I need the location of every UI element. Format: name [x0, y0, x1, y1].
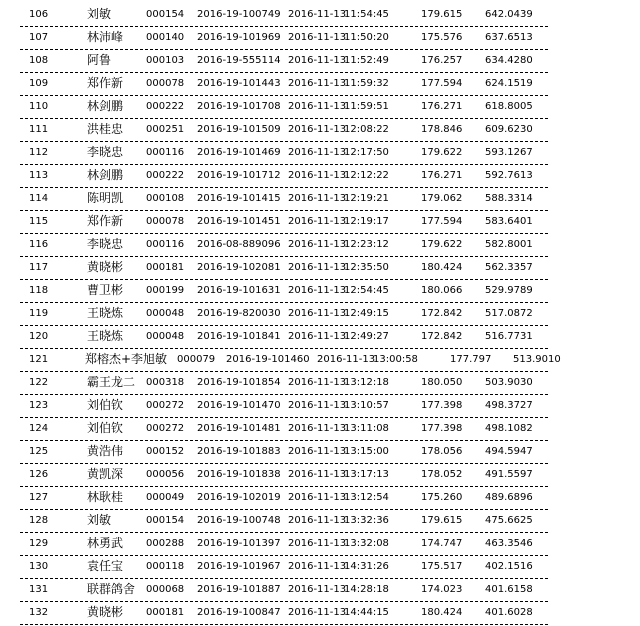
arrival-date-cell: 2016-11-13 — [288, 469, 347, 480]
distance-cell: 179.062 — [421, 193, 463, 204]
name-cell: 王晓炼 — [87, 329, 124, 343]
distance-cell: 179.615 — [421, 515, 463, 526]
arrival-time-cell: 12:19:17 — [344, 216, 389, 227]
ring-number-cell: 2016-19-555114 — [197, 55, 281, 66]
arrival-time-cell: 12:17:50 — [344, 147, 389, 158]
rank-cell: 130 — [29, 561, 49, 572]
arrival-time-cell: 12:08:22 — [344, 124, 389, 135]
arrival-date-cell: 2016-11-13 — [288, 515, 347, 526]
arrival-time-cell: 13:15:00 — [344, 446, 389, 457]
distance-cell: 179.622 — [421, 239, 463, 250]
rank-cell: 115 — [29, 216, 49, 227]
speed-cell: 498.3727 — [485, 400, 533, 411]
table-row — [0, 234, 640, 257]
name-cell: 黄浩伟 — [87, 444, 124, 458]
arrival-date-cell: 2016-11-13 — [288, 32, 347, 43]
member-id-cell: 000048 — [146, 308, 185, 319]
table-row — [0, 257, 640, 280]
table-row — [0, 326, 640, 349]
rank-cell: 120 — [29, 331, 49, 342]
ring-number-cell: 2016-19-101481 — [197, 423, 281, 434]
table-row — [0, 73, 640, 96]
arrival-date-cell: 2016-11-13 — [288, 538, 347, 549]
name-cell: 郑作新 — [87, 76, 124, 90]
arrival-date-cell: 2016-11-13 — [288, 308, 347, 319]
arrival-date-cell: 2016-11-13 — [288, 584, 347, 595]
member-id-cell: 000199 — [146, 285, 185, 296]
name-cell: 郑作新 — [87, 214, 124, 228]
distance-cell: 178.056 — [421, 446, 463, 457]
arrival-time-cell: 12:23:12 — [344, 239, 389, 250]
rank-cell: 121 — [29, 354, 49, 365]
table-row — [0, 96, 640, 119]
name-cell: 刘敏 — [87, 513, 112, 527]
arrival-time-cell: 14:28:18 — [344, 584, 389, 595]
ring-number-cell: 2016-19-101509 — [197, 124, 281, 135]
arrival-time-cell: 13:32:08 — [344, 538, 389, 549]
arrival-time-cell: 13:17:13 — [344, 469, 389, 480]
arrival-time-cell: 13:32:36 — [344, 515, 389, 526]
speed-cell: 609.6230 — [485, 124, 533, 135]
arrival-date-cell: 2016-11-13 — [288, 561, 347, 572]
arrival-date-cell: 2016-11-13 — [288, 216, 347, 227]
arrival-date-cell: 2016-11-13 — [288, 55, 347, 66]
rank-cell: 118 — [29, 285, 49, 296]
table-row — [0, 533, 640, 556]
distance-cell: 175.517 — [421, 561, 463, 572]
table-row — [0, 556, 640, 579]
distance-cell: 179.615 — [421, 9, 463, 20]
member-id-cell: 000288 — [146, 538, 185, 549]
name-cell: 李晓忠 — [87, 145, 124, 159]
arrival-date-cell: 2016-11-13 — [288, 147, 347, 158]
distance-cell: 180.424 — [421, 607, 463, 618]
speed-cell: 401.6028 — [485, 607, 533, 618]
name-cell: 霸王龙二 — [87, 375, 136, 389]
arrival-time-cell: 11:52:49 — [344, 55, 389, 66]
speed-cell: 491.5597 — [485, 469, 533, 480]
table-row — [0, 395, 640, 418]
arrival-date-cell: 2016-11-13 — [288, 193, 347, 204]
rank-cell: 128 — [29, 515, 49, 526]
table-row — [0, 27, 640, 50]
member-id-cell: 000154 — [146, 515, 185, 526]
name-cell: 刘伯钦 — [87, 398, 124, 412]
member-id-cell: 000079 — [177, 354, 216, 365]
name-cell: 林剑鹏 — [87, 99, 124, 113]
table-row — [0, 142, 640, 165]
arrival-time-cell: 11:50:20 — [344, 32, 389, 43]
speed-cell: 503.9030 — [485, 377, 533, 388]
rank-cell: 122 — [29, 377, 49, 388]
name-cell: 林耿桂 — [87, 490, 124, 504]
rank-cell: 131 — [29, 584, 49, 595]
member-id-cell: 000116 — [146, 147, 185, 158]
rank-cell: 116 — [29, 239, 49, 250]
speed-cell: 618.8005 — [485, 101, 533, 112]
table-row — [0, 579, 640, 602]
table-row — [0, 464, 640, 487]
member-id-cell: 000181 — [146, 607, 185, 618]
name-cell: 袁任宝 — [87, 559, 124, 573]
ring-number-cell: 2016-19-101841 — [197, 331, 281, 342]
arrival-date-cell: 2016-11-13 — [317, 354, 376, 365]
arrival-time-cell: 13:10:57 — [344, 400, 389, 411]
rank-cell: 125 — [29, 446, 49, 457]
rank-cell: 126 — [29, 469, 49, 480]
rank-cell: 108 — [29, 55, 49, 66]
member-id-cell: 000251 — [146, 124, 185, 135]
speed-cell: 401.6158 — [485, 584, 533, 595]
member-id-cell: 000222 — [146, 170, 185, 181]
arrival-time-cell: 13:11:08 — [344, 423, 389, 434]
member-id-cell: 000049 — [146, 492, 185, 503]
ring-number-cell: 2016-19-101451 — [197, 216, 281, 227]
rank-cell: 132 — [29, 607, 49, 618]
table-row — [0, 349, 640, 372]
distance-cell: 174.023 — [421, 584, 463, 595]
arrival-time-cell: 11:59:32 — [344, 78, 389, 89]
rank-cell: 107 — [29, 32, 49, 43]
table-row — [0, 4, 640, 27]
name-cell: 陈明凯 — [87, 191, 124, 205]
ring-number-cell: 2016-19-101887 — [197, 584, 281, 595]
arrival-date-cell: 2016-11-13 — [288, 78, 347, 89]
rank-cell: 113 — [29, 170, 49, 181]
speed-cell: 513.9010 — [513, 354, 561, 365]
ring-number-cell: 2016-19-101883 — [197, 446, 281, 457]
table-row — [0, 119, 640, 142]
arrival-time-cell: 13:12:54 — [344, 492, 389, 503]
arrival-date-cell: 2016-11-13 — [288, 492, 347, 503]
rank-cell: 123 — [29, 400, 49, 411]
table-row — [0, 188, 640, 211]
speed-cell: 637.6513 — [485, 32, 533, 43]
table-row — [0, 441, 640, 464]
distance-cell: 177.398 — [421, 400, 463, 411]
ring-number-cell: 2016-19-101460 — [226, 354, 310, 365]
arrival-time-cell: 11:54:45 — [344, 9, 389, 20]
member-id-cell: 000181 — [146, 262, 185, 273]
name-cell: 林剑鹏 — [87, 168, 124, 182]
arrival-date-cell: 2016-11-13 — [288, 124, 347, 135]
table-row — [0, 50, 640, 73]
arrival-time-cell: 13:12:18 — [344, 377, 389, 388]
distance-cell: 177.398 — [421, 423, 463, 434]
rank-cell: 117 — [29, 262, 49, 273]
name-cell: 黄凯深 — [87, 467, 124, 481]
distance-cell: 176.257 — [421, 55, 463, 66]
member-id-cell: 000103 — [146, 55, 185, 66]
ring-number-cell: 2016-19-101443 — [197, 78, 281, 89]
arrival-time-cell: 13:00:58 — [373, 354, 418, 365]
speed-cell: 592.7613 — [485, 170, 533, 181]
rank-cell: 129 — [29, 538, 49, 549]
arrival-date-cell: 2016-11-13 — [288, 170, 347, 181]
speed-cell: 593.1267 — [485, 147, 533, 158]
name-cell: 曹卫彬 — [87, 283, 124, 297]
arrival-time-cell: 14:44:15 — [344, 607, 389, 618]
rank-cell: 109 — [29, 78, 49, 89]
rank-cell: 119 — [29, 308, 49, 319]
table-row — [0, 372, 640, 395]
name-cell: 阿鲁 — [87, 53, 112, 67]
member-id-cell: 000116 — [146, 239, 185, 250]
speed-cell: 463.3546 — [485, 538, 533, 549]
ring-number-cell: 2016-19-102019 — [197, 492, 281, 503]
distance-cell: 178.846 — [421, 124, 463, 135]
speed-cell: 624.1519 — [485, 78, 533, 89]
ring-number-cell: 2016-19-101631 — [197, 285, 281, 296]
arrival-date-cell: 2016-11-13 — [288, 331, 347, 342]
arrival-date-cell: 2016-11-13 — [288, 377, 347, 388]
ring-number-cell: 2016-19-101854 — [197, 377, 281, 388]
distance-cell: 175.576 — [421, 32, 463, 43]
speed-cell: 582.8001 — [485, 239, 533, 250]
distance-cell: 180.050 — [421, 377, 463, 388]
member-id-cell: 000318 — [146, 377, 185, 388]
rank-cell: 127 — [29, 492, 49, 503]
table-row — [0, 303, 640, 326]
arrival-date-cell: 2016-11-13 — [288, 285, 347, 296]
member-id-cell: 000140 — [146, 32, 185, 43]
member-id-cell: 000152 — [146, 446, 185, 457]
ring-number-cell: 2016-19-820030 — [197, 308, 281, 319]
ring-number-cell: 2016-19-101397 — [197, 538, 281, 549]
distance-cell: 179.622 — [421, 147, 463, 158]
speed-cell: 498.1082 — [485, 423, 533, 434]
rank-cell: 110 — [29, 101, 49, 112]
name-cell: 刘敏 — [87, 7, 112, 21]
distance-cell: 176.271 — [421, 170, 463, 181]
speed-cell: 529.9789 — [485, 285, 533, 296]
speed-cell: 494.5947 — [485, 446, 533, 457]
distance-cell: 180.424 — [421, 262, 463, 273]
speed-cell: 562.3357 — [485, 262, 533, 273]
member-id-cell: 000056 — [146, 469, 185, 480]
member-id-cell: 000048 — [146, 331, 185, 342]
distance-cell: 177.797 — [450, 354, 492, 365]
ring-number-cell: 2016-19-102081 — [197, 262, 281, 273]
name-cell: 林沛峰 — [87, 30, 124, 44]
ring-number-cell: 2016-19-101708 — [197, 101, 281, 112]
table-row — [0, 487, 640, 510]
speed-cell: 517.0872 — [485, 308, 533, 319]
arrival-time-cell: 12:54:45 — [344, 285, 389, 296]
member-id-cell: 000272 — [146, 400, 185, 411]
arrival-date-cell: 2016-11-13 — [288, 423, 347, 434]
distance-cell: 177.594 — [421, 78, 463, 89]
arrival-date-cell: 2016-11-13 — [288, 101, 347, 112]
member-id-cell: 000068 — [146, 584, 185, 595]
speed-cell: 475.6625 — [485, 515, 533, 526]
name-cell: 林勇武 — [87, 536, 124, 550]
ring-number-cell: 2016-19-101712 — [197, 170, 281, 181]
arrival-date-cell: 2016-11-13 — [288, 446, 347, 457]
rank-cell: 112 — [29, 147, 49, 158]
ring-number-cell: 2016-19-101969 — [197, 32, 281, 43]
rank-cell: 111 — [29, 124, 49, 135]
ring-number-cell: 2016-08-889096 — [197, 239, 281, 250]
arrival-time-cell: 12:12:22 — [344, 170, 389, 181]
rank-cell: 114 — [29, 193, 49, 204]
ring-number-cell: 2016-19-100749 — [197, 9, 281, 20]
name-cell: 郑榕杰+李旭敏 — [85, 352, 168, 366]
arrival-date-cell: 2016-11-13 — [288, 400, 347, 411]
table-row — [0, 510, 640, 533]
speed-cell: 583.6401 — [485, 216, 533, 227]
arrival-date-cell: 2016-11-13 — [288, 239, 347, 250]
name-cell: 刘伯钦 — [87, 421, 124, 435]
arrival-time-cell: 14:31:26 — [344, 561, 389, 572]
distance-cell: 177.594 — [421, 216, 463, 227]
speed-cell: 642.0439 — [485, 9, 533, 20]
name-cell: 黄晓彬 — [87, 260, 124, 274]
rank-cell: 124 — [29, 423, 49, 434]
ring-number-cell: 2016-19-101470 — [197, 400, 281, 411]
member-id-cell: 000118 — [146, 561, 185, 572]
name-cell: 联群鸽舍 — [87, 582, 136, 596]
speed-cell: 588.3314 — [485, 193, 533, 204]
table-row — [0, 211, 640, 234]
name-cell: 王晓炼 — [87, 306, 124, 320]
ring-number-cell: 2016-19-101415 — [197, 193, 281, 204]
distance-cell: 180.066 — [421, 285, 463, 296]
arrival-time-cell: 12:19:21 — [344, 193, 389, 204]
arrival-date-cell: 2016-11-13 — [288, 262, 347, 273]
name-cell: 洪桂忠 — [87, 122, 124, 136]
arrival-time-cell: 12:35:50 — [344, 262, 389, 273]
ring-number-cell: 2016-19-101469 — [197, 147, 281, 158]
table-row — [0, 165, 640, 188]
rank-cell: 106 — [29, 9, 49, 20]
arrival-date-cell: 2016-11-13 — [288, 607, 347, 618]
speed-cell: 402.1516 — [485, 561, 533, 572]
distance-cell: 174.747 — [421, 538, 463, 549]
ring-number-cell: 2016-19-100847 — [197, 607, 281, 618]
table-row — [0, 602, 640, 625]
name-cell: 李晓忠 — [87, 237, 124, 251]
ring-number-cell: 2016-19-101967 — [197, 561, 281, 572]
speed-cell: 516.7731 — [485, 331, 533, 342]
table-row — [0, 280, 640, 303]
ring-number-cell: 2016-19-100748 — [197, 515, 281, 526]
ring-number-cell: 2016-19-101838 — [197, 469, 281, 480]
distance-cell: 175.260 — [421, 492, 463, 503]
arrival-time-cell: 11:59:51 — [344, 101, 389, 112]
row-divider — [20, 624, 548, 625]
distance-cell: 176.271 — [421, 101, 463, 112]
speed-cell: 634.4280 — [485, 55, 533, 66]
speed-cell: 489.6896 — [485, 492, 533, 503]
member-id-cell: 000222 — [146, 101, 185, 112]
distance-cell: 172.842 — [421, 308, 463, 319]
distance-cell: 178.052 — [421, 469, 463, 480]
name-cell: 黄晓彬 — [87, 605, 124, 619]
table-row — [0, 418, 640, 441]
member-id-cell: 000154 — [146, 9, 185, 20]
arrival-time-cell: 12:49:15 — [344, 308, 389, 319]
member-id-cell: 000078 — [146, 78, 185, 89]
member-id-cell: 000272 — [146, 423, 185, 434]
distance-cell: 172.842 — [421, 331, 463, 342]
member-id-cell: 000108 — [146, 193, 185, 204]
member-id-cell: 000078 — [146, 216, 185, 227]
arrival-date-cell: 2016-11-13 — [288, 9, 347, 20]
arrival-time-cell: 12:49:27 — [344, 331, 389, 342]
